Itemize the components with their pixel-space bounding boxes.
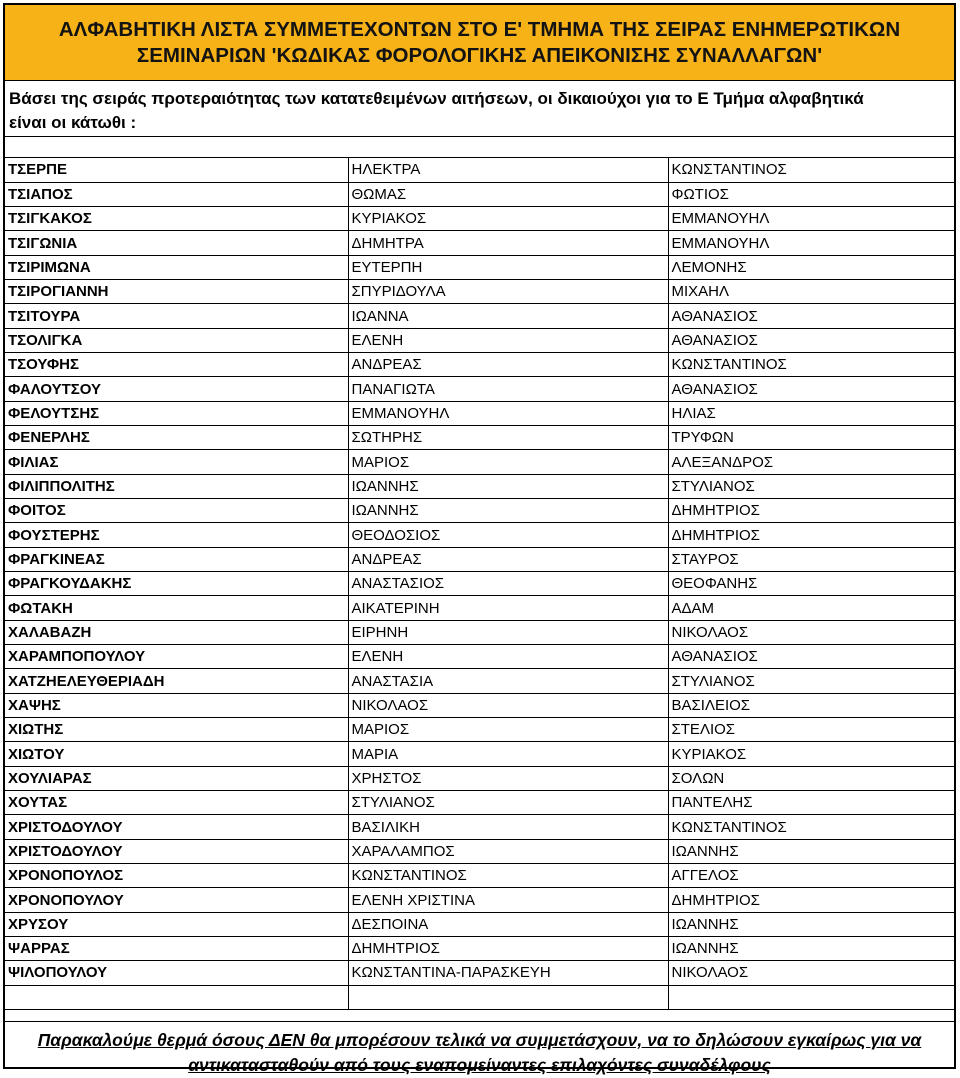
father-name-cell: ΑΘΑΝΑΣΙΟΣ [668, 645, 954, 669]
first-name-cell: ΚΩΝΣΤΑΝΤΙΝΟΣ [348, 864, 668, 888]
first-name-cell: ΧΑΡΑΛΑΜΠΟΣ [348, 839, 668, 863]
surname-cell: ΧΡΟΝΟΠΟΥΛΟΥ [5, 888, 348, 912]
father-name-cell: ΒΑΣΙΛΕΙΟΣ [668, 693, 954, 717]
table-row [5, 572, 954, 596]
father-name-cell: ΜΙΧΑΗΛ [668, 280, 954, 304]
father-name-cell: ΘΕΟΦΑΝΗΣ [668, 572, 954, 596]
father-name-cell: ΛΕΜΟΝΗΣ [668, 255, 954, 279]
first-name-cell: ΠΑΝΑΓΙΩΤΑ [348, 377, 668, 401]
table-row [5, 742, 954, 766]
table-row [5, 450, 954, 474]
first-name-cell: ΝΙΚΟΛΑΟΣ [348, 693, 668, 717]
surname-cell: ΧΡΟΝΟΠΟΥΛΟΣ [5, 864, 348, 888]
father-name-cell: ΙΩΑΝΝΗΣ [668, 937, 954, 961]
father-name-cell: ΝΙΚΟΛΑΟΣ [668, 961, 954, 985]
table-row [5, 839, 954, 863]
father-name-cell: ΑΔΑΜ [668, 596, 954, 620]
father-name-cell: ΕΜΜΑΝΟΥΗΛ [668, 207, 954, 231]
first-name-cell: ΧΡΗΣΤΟΣ [348, 766, 668, 790]
surname-cell: ΧΑΤΖΗΕΛΕΥΘΕΡΙΑΔΗ [5, 669, 348, 693]
father-name-cell: ΑΓΓΕΛΟΣ [668, 864, 954, 888]
surname-cell: ΦΟΥΣΤΕΡΗΣ [5, 523, 348, 547]
table-row [5, 182, 954, 206]
empty-table-row [5, 985, 954, 1009]
surname-cell: ΧΟΥΛΙΑΡΑΣ [5, 766, 348, 790]
surname-cell: ΧΑΡΑΜΠΟΠΟΥΛΟΥ [5, 645, 348, 669]
father-name-cell: ΑΘΑΝΑΣΙΟΣ [668, 328, 954, 352]
father-name-cell: ΔΗΜΗΤΡΙΟΣ [668, 523, 954, 547]
table-row [5, 547, 954, 571]
title-banner [5, 5, 954, 81]
first-name-cell: ΜΑΡΙΑ [348, 742, 668, 766]
table-row [5, 815, 954, 839]
empty-cell [5, 985, 348, 1009]
father-name-cell: ΚΩΝΣΤΑΝΤΙΝΟΣ [668, 815, 954, 839]
father-name-cell: ΔΗΜΗΤΡΙΟΣ [668, 499, 954, 523]
first-name-cell: ΘΕΟΔΟΣΙΟΣ [348, 523, 668, 547]
first-name-cell: ΜΑΡΙΟΣ [348, 450, 668, 474]
father-name-cell: ΑΘΑΝΑΣΙΟΣ [668, 377, 954, 401]
table-row [5, 328, 954, 352]
first-name-cell: ΕΛΕΝΗ ΧΡΙΣΤΙΝΑ [348, 888, 668, 912]
surname-cell: ΤΣΙΓΩΝΙΑ [5, 231, 348, 255]
table-row [5, 596, 954, 620]
first-name-cell: ΣΤΥΛΙΑΝΟΣ [348, 791, 668, 815]
surname-cell: ΧΑΨΗΣ [5, 693, 348, 717]
table-row [5, 158, 954, 182]
first-name-cell: ΕΜΜΑΝΟΥΗΛ [348, 401, 668, 425]
first-name-cell: ΑΙΚΑΤΕΡΙΝΗ [348, 596, 668, 620]
father-name-cell: ΠΑΝΤΕΛΗΣ [668, 791, 954, 815]
first-name-cell: ΑΝΑΣΤΑΣΙΟΣ [348, 572, 668, 596]
father-name-cell: ΚΥΡΙΑΚΟΣ [668, 742, 954, 766]
table-row [5, 791, 954, 815]
first-name-cell: ΔΕΣΠΟΙΝΑ [348, 912, 668, 936]
first-name-cell: ΕΥΤΕΡΠΗ [348, 255, 668, 279]
first-name-cell: ΣΩΤΗΡΗΣ [348, 426, 668, 450]
empty-cell [668, 985, 954, 1009]
empty-row [5, 137, 954, 158]
first-name-cell: ΙΩΑΝΝΗΣ [348, 499, 668, 523]
table-row [5, 937, 954, 961]
first-name-cell: ΜΑΡΙΟΣ [348, 718, 668, 742]
spreadsheet-sheet [3, 3, 956, 1075]
first-name-cell: ΚΥΡΙΑΚΟΣ [348, 207, 668, 231]
empty-cell [348, 985, 668, 1009]
table-row [5, 620, 954, 644]
father-name-cell: ΣΤΥΛΙΑΝΟΣ [668, 669, 954, 693]
first-name-cell: ΙΩΑΝΝΑ [348, 304, 668, 328]
table-row [5, 353, 954, 377]
surname-cell: ΤΣΙΡΙΜΩΝΑ [5, 255, 348, 279]
table-row [5, 231, 954, 255]
father-name-cell: ΝΙΚΟΛΑΟΣ [668, 620, 954, 644]
first-name-cell: ΕΙΡΗΝΗ [348, 620, 668, 644]
table-row [5, 888, 954, 912]
father-name-cell: ΣΟΛΩΝ [668, 766, 954, 790]
father-name-cell: ΤΡΥΦΩΝ [668, 426, 954, 450]
father-name-cell: ΔΗΜΗΤΡΙΟΣ [668, 888, 954, 912]
first-name-cell: ΑΝΔΡΕΑΣ [348, 547, 668, 571]
footer-note [5, 1022, 954, 1078]
footer-note-line-2: αντικατασταθούν από τους εναπομείναντες επιλαχόντες συναδέλφους [188, 1054, 771, 1075]
participants-table [5, 158, 954, 1010]
first-name-cell: ΕΛΕΝΗ [348, 328, 668, 352]
table-row [5, 426, 954, 450]
father-name-cell: ΚΩΝΣΤΑΝΤΙΝΟΣ [668, 158, 954, 182]
first-name-cell: ΒΑΣΙΛΙΚΗ [348, 815, 668, 839]
surname-cell: ΧΡΥΣΟΥ [5, 912, 348, 936]
surname-cell: ΨΑΡΡΑΣ [5, 937, 348, 961]
title-line-1: ΑΛΦΑΒΗΤΙΚΗ ΛΙΣΤΑ ΣΥΜΜΕΤΕΧΟΝΤΩΝ ΣΤΟ Ε' ΤΜΗΜΑ ΤΗΣ ΣΕΙΡΑΣ ΕΝΗΜΕΡΩΤΙΚΩΝ [58, 17, 901, 41]
surname-cell: ΦΑΛΟΥΤΣΟΥ [5, 377, 348, 401]
surname-cell: ΤΣΙΤΟΥΡΑ [5, 304, 348, 328]
table-row [5, 766, 954, 790]
intro-text [5, 81, 954, 137]
surname-cell: ΦΕΛΟΥΤΣΗΣ [5, 401, 348, 425]
father-name-cell: ΚΩΝΣΤΑΝΤΙΝΟΣ [668, 353, 954, 377]
intro-line-1: Βάσει της σειράς προτεραιότητας των κατατεθειμένων αιτήσεων, οι δικαιούχοι για το Ε Τμήμα αλφαβητικά [9, 89, 864, 108]
table-row [5, 645, 954, 669]
surname-cell: ΤΣΙΡΟΓΙΑΝΝΗ [5, 280, 348, 304]
empty-row [5, 1010, 954, 1022]
surname-cell: ΦΩΤΑΚΗ [5, 596, 348, 620]
intro-line-2: είναι οι κάτωθι : [9, 113, 137, 132]
table-row [5, 304, 954, 328]
surname-cell: ΦΟΙΤΟΣ [5, 499, 348, 523]
table-row [5, 961, 954, 985]
first-name-cell: ΙΩΑΝΝΗΣ [348, 474, 668, 498]
first-name-cell: ΔΗΜΗΤΡΑ [348, 231, 668, 255]
surname-cell: ΧΙΩΤΗΣ [5, 718, 348, 742]
father-name-cell: ΣΤΥΛΙΑΝΟΣ [668, 474, 954, 498]
surname-cell: ΧΙΩΤΟΥ [5, 742, 348, 766]
table-row [5, 401, 954, 425]
table-row [5, 864, 954, 888]
first-name-cell: ΣΠΥΡΙΔΟΥΛΑ [348, 280, 668, 304]
father-name-cell: ΗΛΙΑΣ [668, 401, 954, 425]
surname-cell: ΤΣΕΡΠΕ [5, 158, 348, 182]
first-name-cell: ΔΗΜΗΤΡΙΟΣ [348, 937, 668, 961]
participants-table-body [5, 158, 954, 1009]
surname-cell: ΤΣΙΑΠΟΣ [5, 182, 348, 206]
first-name-cell: ΑΝΔΡΕΑΣ [348, 353, 668, 377]
surname-cell: ΦΡΑΓΚΟΥΔΑΚΗΣ [5, 572, 348, 596]
father-name-cell: ΣΤΕΛΙΟΣ [668, 718, 954, 742]
surname-cell: ΧΡΙΣΤΟΔΟΥΛΟΥ [5, 815, 348, 839]
surname-cell: ΤΣΟΛΙΓΚΑ [5, 328, 348, 352]
surname-cell: ΤΣΙΓΚΑΚΟΣ [5, 207, 348, 231]
first-name-cell: ΗΛΕΚΤΡΑ [348, 158, 668, 182]
table-row [5, 280, 954, 304]
first-name-cell: ΕΛΕΝΗ [348, 645, 668, 669]
father-name-cell: ΑΛΕΞΑΝΔΡΟΣ [668, 450, 954, 474]
table-row [5, 669, 954, 693]
first-name-cell: ΘΩΜΑΣ [348, 182, 668, 206]
table-row [5, 207, 954, 231]
father-name-cell: ΑΘΑΝΑΣΙΟΣ [668, 304, 954, 328]
surname-cell: ΧΟΥΤΑΣ [5, 791, 348, 815]
father-name-cell: ΕΜΜΑΝΟΥΗΛ [668, 231, 954, 255]
father-name-cell: ΙΩΑΝΝΗΣ [668, 839, 954, 863]
table-row [5, 499, 954, 523]
father-name-cell: ΣΤΑΥΡΟΣ [668, 547, 954, 571]
first-name-cell: ΚΩΝΣΤΑΝΤΙΝΑ-ΠΑΡΑΣΚΕΥΗ [348, 961, 668, 985]
surname-cell: ΦΡΑΓΚΙΝΕΑΣ [5, 547, 348, 571]
table-row [5, 523, 954, 547]
surname-cell: ΧΡΙΣΤΟΔΟΥΛΟΥ [5, 839, 348, 863]
table-row [5, 693, 954, 717]
table-row [5, 718, 954, 742]
table-row [5, 255, 954, 279]
surname-cell: ΤΣΟΥΦΗΣ [5, 353, 348, 377]
table-row [5, 377, 954, 401]
father-name-cell: ΦΩΤΙΟΣ [668, 182, 954, 206]
title-line-2: ΣΕΜΙΝΑΡΙΩΝ 'ΚΩΔΙΚΑΣ ΦΟΡΟΛΟΓΙΚΗΣ ΑΠΕΙΚΟΝΙΣΗΣ ΣΥΝΑΛΛΑΓΩΝ' [136, 43, 823, 67]
surname-cell: ΨΙΛΟΠΟΥΛΟΥ [5, 961, 348, 985]
surname-cell: ΦΕΝΕΡΛΗΣ [5, 426, 348, 450]
table-row [5, 474, 954, 498]
surname-cell: ΦΙΛΙΑΣ [5, 450, 348, 474]
father-name-cell: ΙΩΑΝΝΗΣ [668, 912, 954, 936]
first-name-cell: ΑΝΑΣΤΑΣΙΑ [348, 669, 668, 693]
surname-cell: ΦΙΛΙΠΠΟΛΙΤΗΣ [5, 474, 348, 498]
table-row [5, 912, 954, 936]
footer-note-line-1: Παρακαλούμε θερμά όσους ΔΕΝ θα μπορέσουν τελικά να συμμετάσχουν, να το δηλώσουν εγκαίρως για να [37, 1029, 922, 1050]
surname-cell: ΧΑΛΑΒΑΖΗ [5, 620, 348, 644]
